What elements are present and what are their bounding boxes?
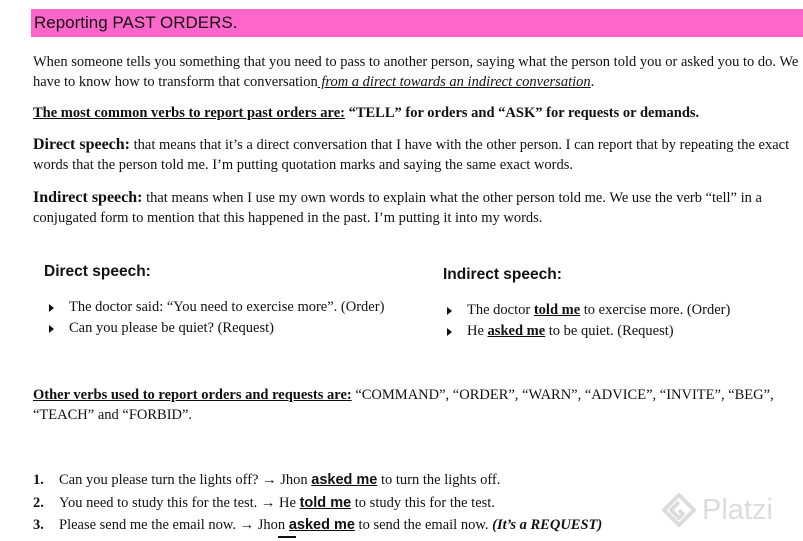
- examples-list: [33, 469, 602, 537]
- reporting-verb: told me: [533, 302, 581, 318]
- bullet-icon: [49, 325, 54, 333]
- intro-text: When someone tells you something that you need to pass to another person, saying what the person told you or asked you to do. We have to know how to transform that conversation: [33, 54, 799, 90]
- direct-speech-heading: Direct speech:: [44, 263, 151, 280]
- list-item-text: He: [467, 323, 488, 339]
- reporting-verb: asked me: [311, 472, 378, 488]
- watermark-text: Platzi: [702, 493, 773, 526]
- example-text: to send the email now.: [354, 517, 493, 533]
- example-text: Can you please turn the lights off? → Jhon: [59, 472, 312, 488]
- indirect-speech-term: Indirect speech:: [33, 189, 143, 206]
- direct-speech-term: Direct speech:: [33, 136, 130, 153]
- example-number: 3.: [33, 517, 44, 533]
- list-item: [47, 297, 384, 318]
- bullet-icon: [447, 328, 452, 336]
- common-verbs-text: “TELL” for orders and “ASK” for requests or demands.: [344, 105, 700, 121]
- direct-speech-text: that means that it’s a direct conversation that I have with the other person. I can report that by repeating the exact words that the person told me. I’m putting quotation marks and saying the same exact words.: [33, 137, 790, 173]
- intro-link-text: from a direct towards an indirect conversation: [317, 74, 591, 90]
- example-text: Please send me the email now. → Jhon: [59, 517, 289, 533]
- indirect-speech-list: [445, 300, 730, 342]
- intro-paragraph: [33, 52, 803, 92]
- reporting-verb: asked me: [288, 517, 355, 533]
- list-item: [445, 300, 730, 321]
- cut-off-line: [270, 536, 360, 541]
- other-verbs-label: Other verbs used to report orders and requests are:: [33, 387, 352, 403]
- example-item: [33, 514, 602, 537]
- example-item: [33, 469, 602, 492]
- list-item: [445, 321, 730, 342]
- bullet-icon: [49, 304, 54, 312]
- common-verbs-paragraph: [33, 103, 803, 123]
- indirect-speech-definition: [33, 188, 803, 228]
- example-text: to study this for the test.: [351, 494, 495, 511]
- indirect-speech-text: that means when I use my own words to explain what the other person told me. We use the verb “tell” in a conjugated form to mention that this happened in the past. I’m putting it into my words.: [33, 190, 762, 226]
- list-item-text: to exercise more. (Order): [580, 302, 731, 318]
- bullet-icon: [447, 307, 452, 315]
- page-title: Reporting PAST ORDERS.: [31, 9, 803, 37]
- example-item: [33, 492, 602, 515]
- list-item-text: to be quiet. (Request): [545, 323, 674, 339]
- other-verbs-text: “COMMAND”, “ORDER”, “WARN”, “ADVICE”, “INVITE”, “BEG”, “TEACH” and “FORBID”.: [33, 387, 774, 423]
- reporting-verb: told me: [299, 494, 352, 511]
- example-text: to turn the lights off.: [377, 472, 501, 488]
- example-note: (It’s a REQUEST): [492, 517, 603, 533]
- list-item-text: Can you please be quiet? (Request): [69, 320, 274, 336]
- list-item-text: The doctor: [467, 302, 534, 318]
- indirect-speech-heading: Indirect speech:: [443, 266, 562, 283]
- example-number: 2.: [33, 494, 44, 511]
- example-number: 1.: [33, 472, 44, 488]
- direct-speech-definition: [33, 135, 803, 175]
- direct-speech-list: [47, 297, 384, 339]
- other-verbs-paragraph: [33, 385, 803, 425]
- common-verbs-label: The most common verbs to report past orders are:: [33, 105, 345, 121]
- intro-end: .: [590, 74, 595, 90]
- example-text: You need to study this for the test. → He: [59, 494, 300, 511]
- platzi-watermark: [662, 493, 773, 527]
- list-item-text: The doctor said: “You need to exercise more”. (Order): [69, 299, 385, 315]
- list-item: [47, 318, 384, 339]
- platzi-logo-icon: [662, 493, 696, 527]
- reporting-verb: asked me: [487, 323, 546, 339]
